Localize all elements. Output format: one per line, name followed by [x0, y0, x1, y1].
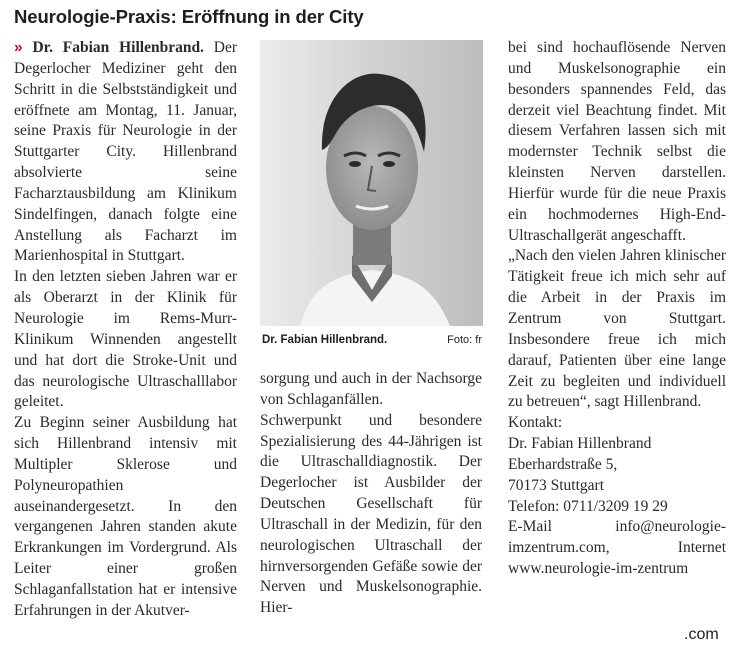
contact-block — [508, 413, 726, 580]
author-name: Dr. Fabian Hillenbrand. — [32, 39, 204, 56]
portrait-photo — [260, 40, 483, 326]
caption-name: Dr. Fabian Hillenbrand. — [262, 334, 388, 346]
contact-city: 70173 Stuttgart — [508, 476, 605, 494]
headline: Neurologie-Praxis: Eröffnung in der City — [14, 6, 364, 27]
lead-paragraph-text: Der Degerlocher Mediziner geht den Schritt in die Selbstständigkeit und eröffnete am Montag, 11. Januar, seine Praxis für Neurologie in der Stuttgarter City. Hillenbrand absolvierte seine Facharztausbildung am Klinikum Sindelfingen, danach folgte eine Anstellung als Facharzt im Marienhospital in Stuttgart. — [14, 39, 237, 265]
column-2 — [260, 369, 482, 619]
web-suffix: .com — [684, 626, 719, 643]
quote-paragraph: „Nach den vielen Jahren klinischer Tätigkeit freue ich mich sehr auf die Arbeit in der Praxis im Zentrum von Stuttgart. Insbesondere freue ich mich darauf, Patienten über eine lange Zeit zu begleiten und individuell zu betreuen“, sagt Hillenbrand. — [508, 247, 726, 411]
contact-street: Eberhardstraße 5, — [508, 455, 618, 473]
contact-label: Kontakt: — [508, 414, 563, 432]
column-3 — [508, 38, 726, 580]
paragraph: Zu Beginn seiner Ausbildung hat sich Hillenbrand intensiv mit Multipler Sklerose und Polyneuropathien auseinandergesetzt. In den vergangenen Jahren standen akute Erkrankungen im Vordergrund. Als Leiter einer großen Schlaganfallstation hat er intensive Erfahrungen in der Akutver- — [14, 414, 237, 619]
lead-paragraph — [14, 38, 237, 267]
contact-name: Dr. Fabian Hillenbrand — [508, 435, 652, 453]
contact-email-web: E-Mail info@neurologie-imzentrum.com, Internet www.neurologie-im-zentrum — [508, 518, 726, 578]
column-1 — [14, 38, 237, 622]
paragraph: bei sind hochauflösende Nerven und Muskelsonographie ein besonders spannendes Feld, das derzeit viel Beachtung findet. Mit diesem Verfahren lassen sich mit modernster Technik selbst die kleinsten Nerven darstellen. Hierfür wurde für die neue Praxis ein hochmodernes High-End-Ultraschallgerät angeschafft. — [508, 39, 726, 244]
paragraph: Schwerpunkt und besondere Spezialisierung des 44-Jährigen ist die Ultraschalldiagnostik. Der Degerlocher ist Ausbilder der Deutschen Gesellschaft für Ultraschall in der Medizin, für den neurologischen Ultraschall der hirnversorgenden Gefäße sowie der Nerven und Muskelsonographie. Hier- — [260, 411, 482, 617]
lead-marker: » — [14, 39, 23, 56]
contact-phone: Telefon: 0711/3209 19 29 — [508, 497, 668, 515]
paragraph: sorgung und auch in der Nachsorge von Schlaganfällen. — [260, 370, 482, 408]
photo-caption — [262, 334, 482, 346]
photo-credit: Foto: fr — [447, 334, 482, 346]
paragraph: In den letzten sieben Jahren war er als Oberarzt in der Klinik für Neurologie im Rems-Murr-Klinikum Winnenden angestellt und hat dort die Stroke-Unit und das neurologische Ultraschalllabor geleitet. — [14, 268, 237, 411]
